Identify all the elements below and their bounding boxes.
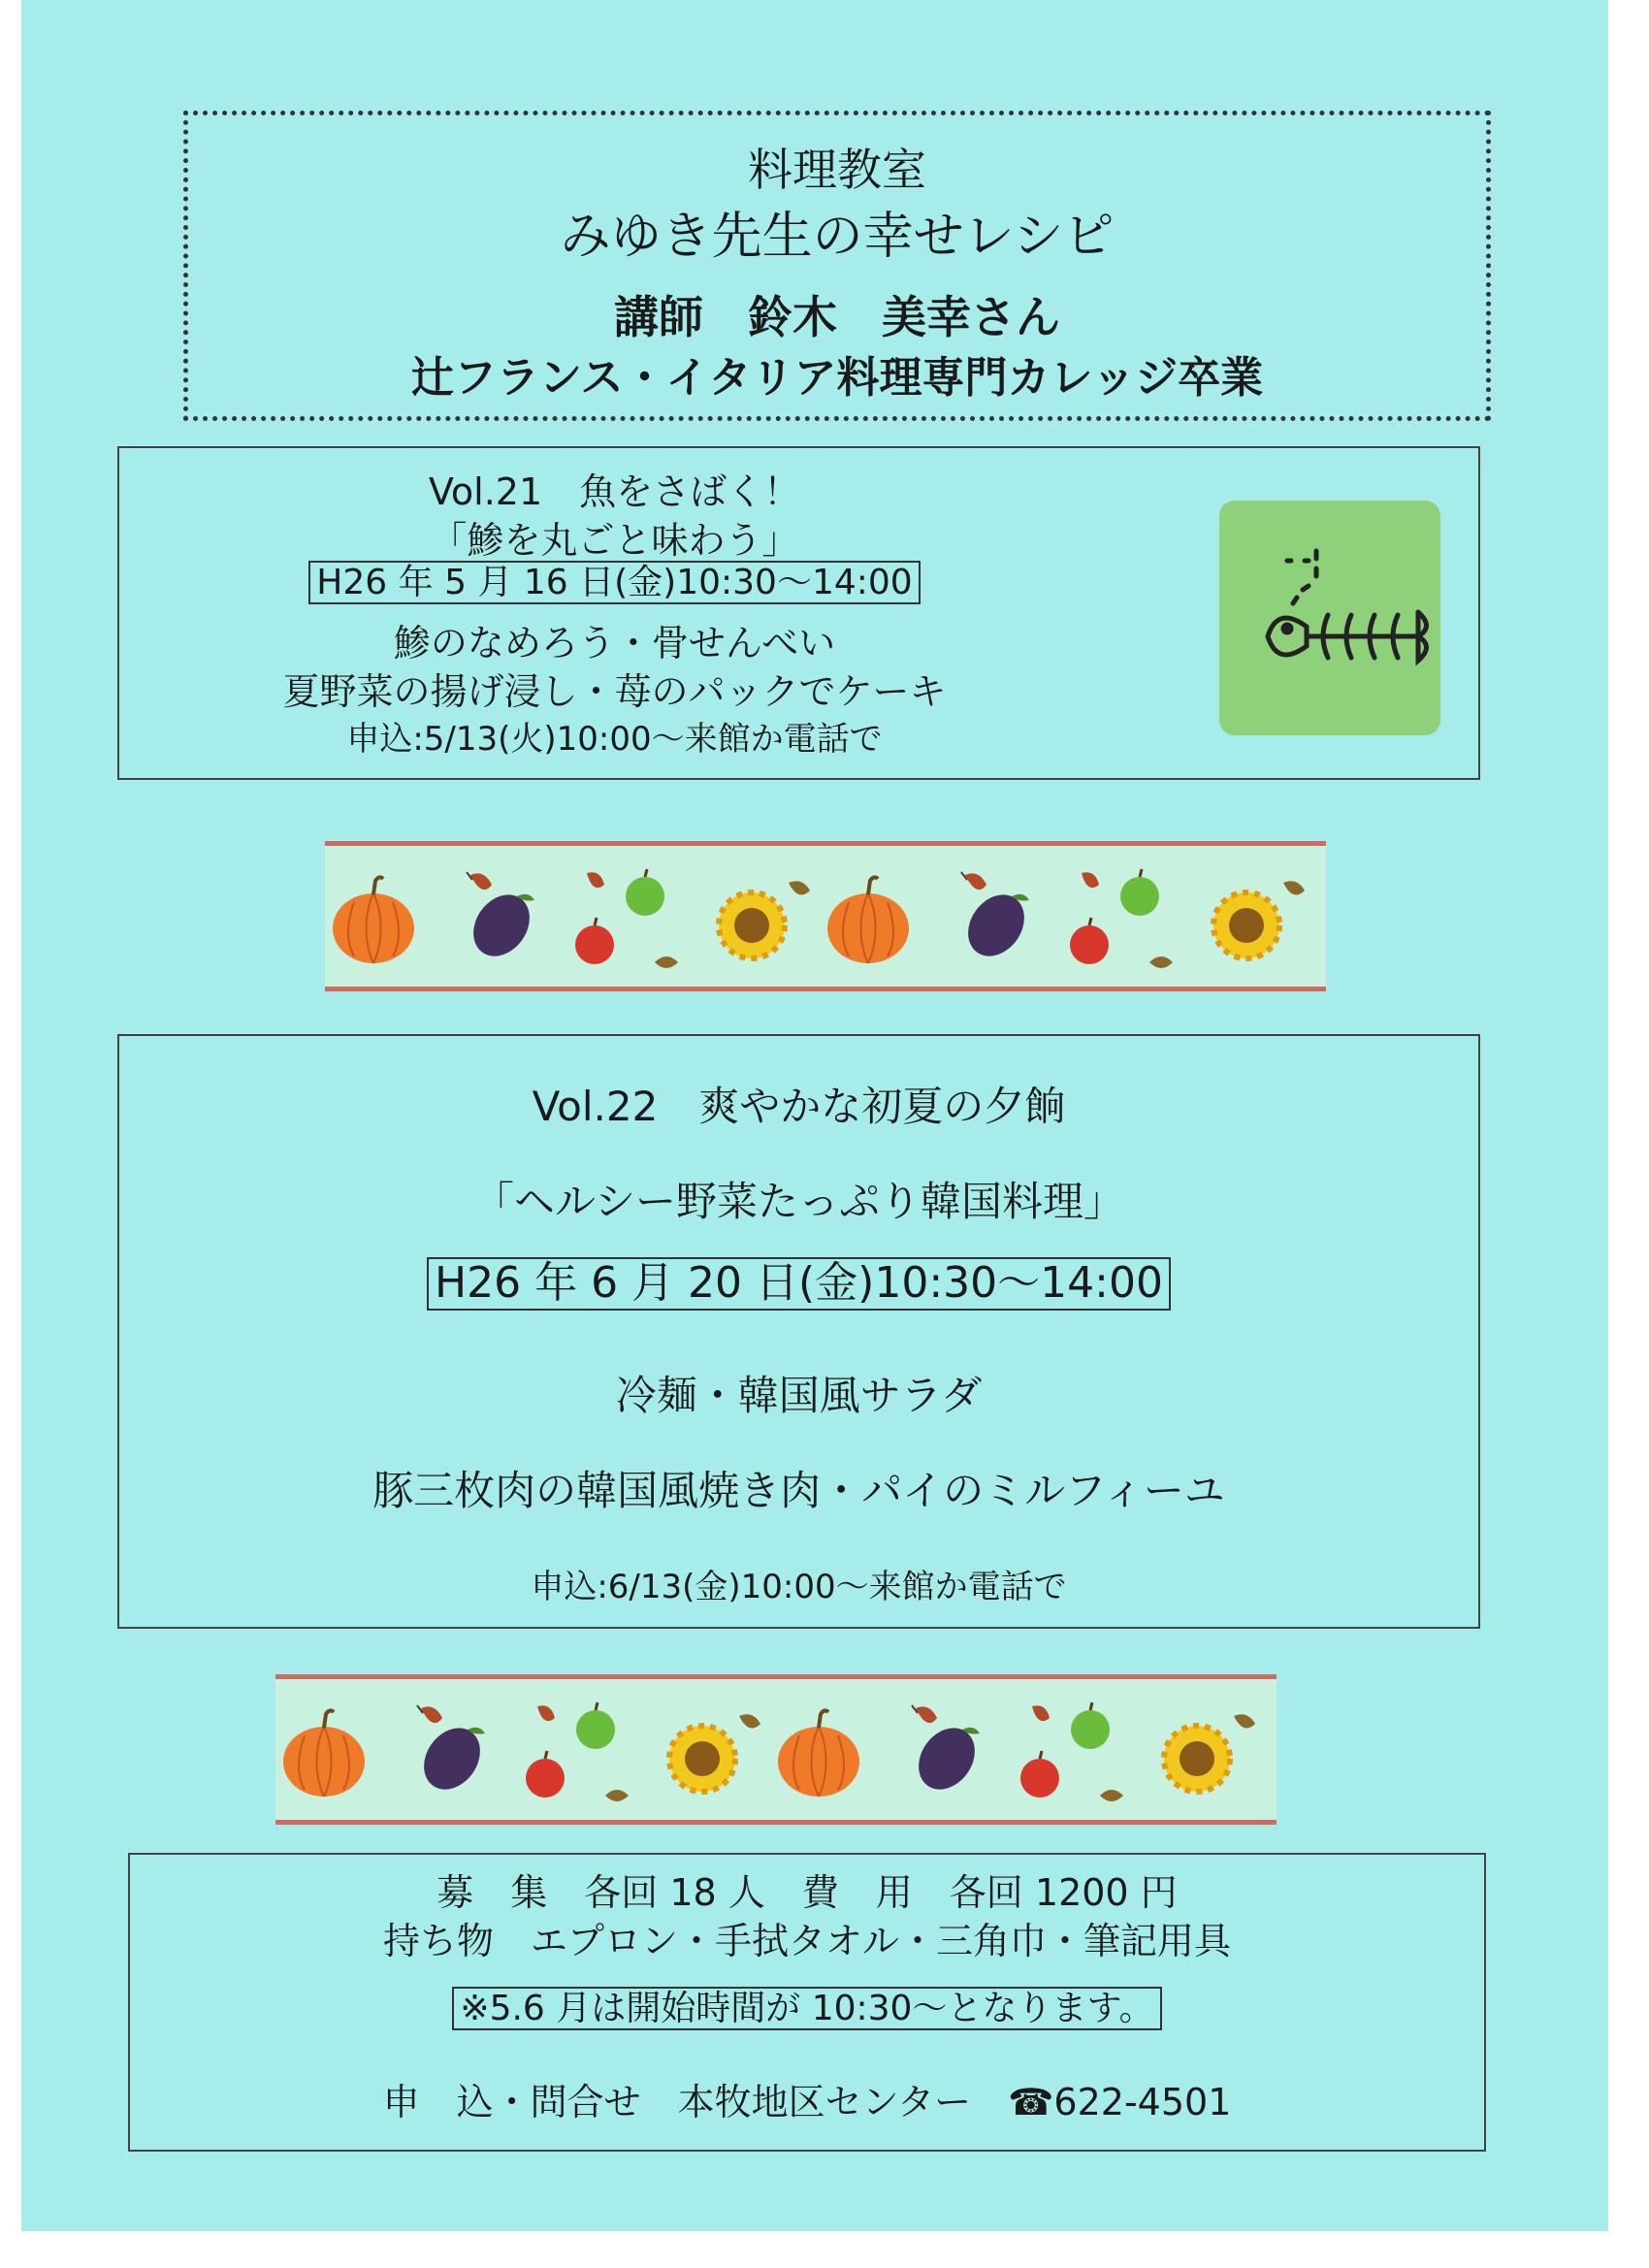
header-box xyxy=(183,111,1491,421)
leaf-icon xyxy=(655,956,678,968)
vol22-menu1: 冷麺・韓国風サラダ xyxy=(615,1372,983,1419)
header-title: 料理教室 xyxy=(748,144,926,196)
instructor-credential: 辻フランス・イタリア料理専門カレッジ卒業 xyxy=(410,353,1264,403)
vol21-apply: 申込:5/13(火)10:00～来館か電話で xyxy=(346,720,883,759)
vol21-date: H26 年 5 月 16 日(金)10:30～14:00 xyxy=(308,561,920,604)
leaf-icon xyxy=(789,881,810,894)
vol21-title: Vol.21 魚をさばく！ xyxy=(428,470,801,513)
recruit-and-fee: 募 集 各回 18 人 費 用 各回 1200 円 xyxy=(436,1871,1178,1914)
apple-icon xyxy=(626,869,664,916)
contact-info: 申 込・問合せ 本牧地区センター ☎622-4501 xyxy=(382,2081,1232,2123)
instructor-name: 講師 鈴木 美幸さん xyxy=(614,291,1060,343)
vol22-apply: 申込:6/13(金)10:00～来館か電話で xyxy=(531,1568,1067,1606)
vegetable-banner-top xyxy=(325,841,1326,991)
vegetable-banner-bottom xyxy=(275,1674,1277,1825)
fish-bone-icon xyxy=(1219,501,1440,735)
leaf-icon xyxy=(467,872,492,890)
sunflower-icon xyxy=(719,892,785,958)
vol22-box xyxy=(117,1034,1480,1629)
start-time-note: ※5.6 月は開始時間が 10:30～となります。 xyxy=(452,1987,1161,2030)
header-subtitle: みゆき先生の幸せレシピ xyxy=(560,208,1115,266)
vol21-menu2: 夏野菜の揚げ浸し・苺のパックでケーキ xyxy=(282,670,947,713)
apple-icon xyxy=(575,918,614,964)
items-to-bring: 持ち物 エプロン・手拭タオル・三角巾・筆記用具 xyxy=(382,1920,1231,1962)
leaf-icon xyxy=(587,872,604,888)
info-box xyxy=(128,1853,1486,2152)
vol21-menu1: 鯵のなめろう・骨せんべい xyxy=(393,622,836,664)
vol22-menu2: 豚三枚肉の韓国風焼き肉・パイのミルフィーユ xyxy=(372,1467,1225,1514)
pumpkin-icon xyxy=(333,877,414,963)
vol22-subtitle: 「ヘルシー野菜たっぷり韓国料理」 xyxy=(473,1178,1124,1225)
eggplant-icon xyxy=(462,884,541,967)
flyer-page xyxy=(21,0,1608,2231)
vol22-title: Vol.22 爽やかな初夏の夕餉 xyxy=(532,1083,1066,1130)
vol21-subtitle: 「鯵を丸ごと味わう」 xyxy=(430,519,799,562)
vol22-date: H26 年 6 月 20 日(金)10:30～14:00 xyxy=(427,1257,1171,1311)
